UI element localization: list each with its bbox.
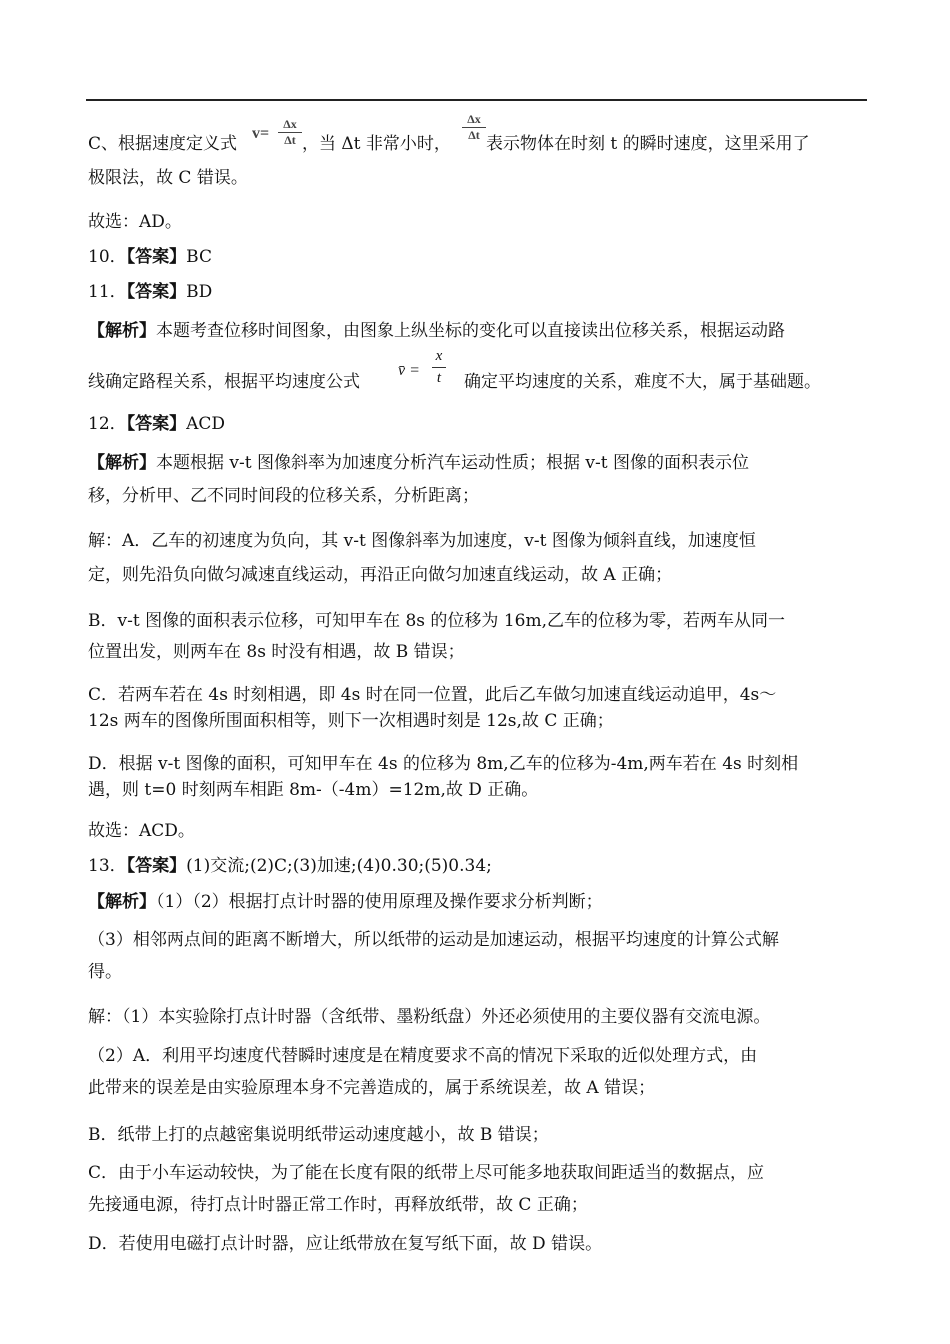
paragraph-line [302,133,451,155]
text: 表示物体在时刻 t 的瞬时速度，这里采用了 [486,134,810,154]
question-number: 12． [88,414,127,434]
paragraph-line [88,753,798,775]
analysis-line [88,961,122,983]
text: 本题根据 v-t 图像斜率为加速度分析汽车运动性质；根据 v-t 图像的面积表示位 [156,453,749,473]
paragraph-line [88,684,776,706]
analysis-line [88,485,479,507]
formula-denominator: Δt [468,128,480,142]
text: C．若两车若在 4s 时刻相遇，即 4s 时在同一位置，此后乙车做匀加速直线运动追甲，4s～ [88,685,777,705]
paragraph-line [88,1006,770,1028]
question-number: 13． [88,856,127,876]
paragraph-line [88,710,614,732]
text: 故选：ACD。 [88,821,195,841]
analysis-label: 【解析】 [88,453,156,473]
paragraph-line [88,167,248,189]
formula-numerator: Δx [283,117,297,131]
text: ，当 Δt 非常小时， [302,134,451,154]
paragraph-line [88,1077,655,1099]
text: C．由于小车运动较快，为了能在长度有限的纸带上尽可能多地获取间距适当的数据点，应 [88,1163,765,1183]
text: 位置出发，则两车在 8s 时没有相遇，故 B 错误； [88,642,465,662]
text: D．若使用电磁打点计时器，应让纸带放在复写纸下面，故 D 错误。 [88,1234,603,1254]
paragraph-line [88,1124,549,1146]
text: 极限法，故 C 错误。 [88,168,248,188]
text: 此带来的误差是由实验原理本身不完善造成的，属于系统误差，故 A 错误； [88,1078,656,1098]
fraction-bar [432,367,446,368]
text: D．根据 v-t 图像的面积，可知甲车在 4s 的位移为 8m,乙车的位移为-4m,两车若在 4s 时刻相 [88,754,799,774]
answer-label: 【答案】 [126,856,187,876]
answer-label: 【答案】 [126,247,187,267]
text: 遇，则 t=0 时刻两车相距 8m-（-4m）=12m,故 D 正确。 [88,780,539,800]
text: 本题考查位移时间图象，由图象上纵坐标的变化可以直接读出位移关系，根据运动路 [156,321,785,341]
paragraph-line [88,211,182,233]
answer-line [88,413,225,435]
paragraph-line [88,610,785,632]
paragraph-line [88,564,672,586]
average-velocity-formula [398,348,458,392]
formula-numerator: x [435,348,443,364]
paragraph-line [88,641,465,663]
paragraph-line [88,1233,602,1255]
analysis-label: 【解析】 [88,321,156,341]
text: 解：（1）本实验除打点计时器（含纸带、墨粉纸盘）外还必须使用的主要仪器有交流电源。 [88,1007,771,1027]
answer-value: BC [186,247,212,267]
text: C、根据速度定义式 [88,134,238,154]
velocity-definition-formula [252,118,302,152]
paragraph-line [88,820,195,842]
answer-value: (1)交流;(2)C;(3)加速;(4)0.30;(5)0.34; [186,856,492,876]
answer-value: ACD [186,414,226,434]
analysis-line [88,929,779,951]
answer-line [88,281,212,303]
paragraph-line [486,133,810,155]
answer-value: BD [186,282,213,302]
header-rule [86,99,867,101]
paragraph-line [88,133,237,155]
text: 得。 [88,962,122,982]
analysis-line [464,371,821,393]
formula-denominator: t [436,370,442,386]
text: 定，则先沿负向做匀减速直线运动，再沿正向做匀加速直线运动，故 A 正确； [88,565,673,585]
text: 确定平均速度的关系，难度不大，属于基础题。 [464,372,821,392]
answer-label: 【答案】 [126,414,187,434]
text: 先接通电源，待打点计时器正常工作时，再释放纸带，故 C 正确； [88,1195,588,1215]
text: 解：A．乙车的初速度为负向，其 v-t 图像斜率为加速度，v-t 图像为倾斜直线，加速度恒 [88,531,756,551]
answer-line [88,855,492,877]
text: 故选：AD。 [88,212,182,232]
text: 12s 两车的图像所围面积相等，则下一次相遇时刻是 12s,故 C 正确； [88,711,614,731]
text: 移，分析甲、乙不同时间段的位移关系，分析距离； [88,486,479,506]
paragraph-line [88,1045,757,1067]
question-number: 10． [88,247,127,267]
answer-label: 【答案】 [126,282,187,302]
formula-lhs: v̄ = [398,362,420,379]
text: B．v-t 图像的面积表示位移，可知甲车在 8s 的位移为 16m,乙车的位移为零，若两车从同一 [88,611,785,631]
analysis-line [88,371,360,393]
paragraph-line [88,1162,764,1184]
formula-denominator: Δt [284,133,296,147]
text: B．纸带上打的点越密集说明纸带运动速度越小，故 B 错误； [88,1125,549,1145]
delta-fraction-formula [462,113,486,147]
text: 线确定路程关系，根据平均速度公式 [88,372,360,392]
paragraph-line [88,1194,588,1216]
text: （1）（2）根据打点计时器的使用原理及操作要求分析判断； [156,892,603,912]
question-number: 11． [88,282,127,302]
paragraph-line [88,779,538,801]
analysis-line [88,452,749,474]
analysis-line [88,891,603,913]
formula-numerator: Δx [467,112,481,126]
answer-line [88,246,212,268]
formula-lhs: v= [252,125,270,142]
analysis-line [88,320,785,342]
paragraph-line [88,530,756,552]
analysis-label: 【解析】 [88,892,156,912]
text: （2）A．利用平均速度代替瞬时速度是在精度要求不高的情况下采取的近似处理方式，由 [88,1046,758,1066]
text: （3）相邻两点间的距离不断增大，所以纸带的运动是加速运动，根据平均速度的计算公式解 [88,930,779,950]
